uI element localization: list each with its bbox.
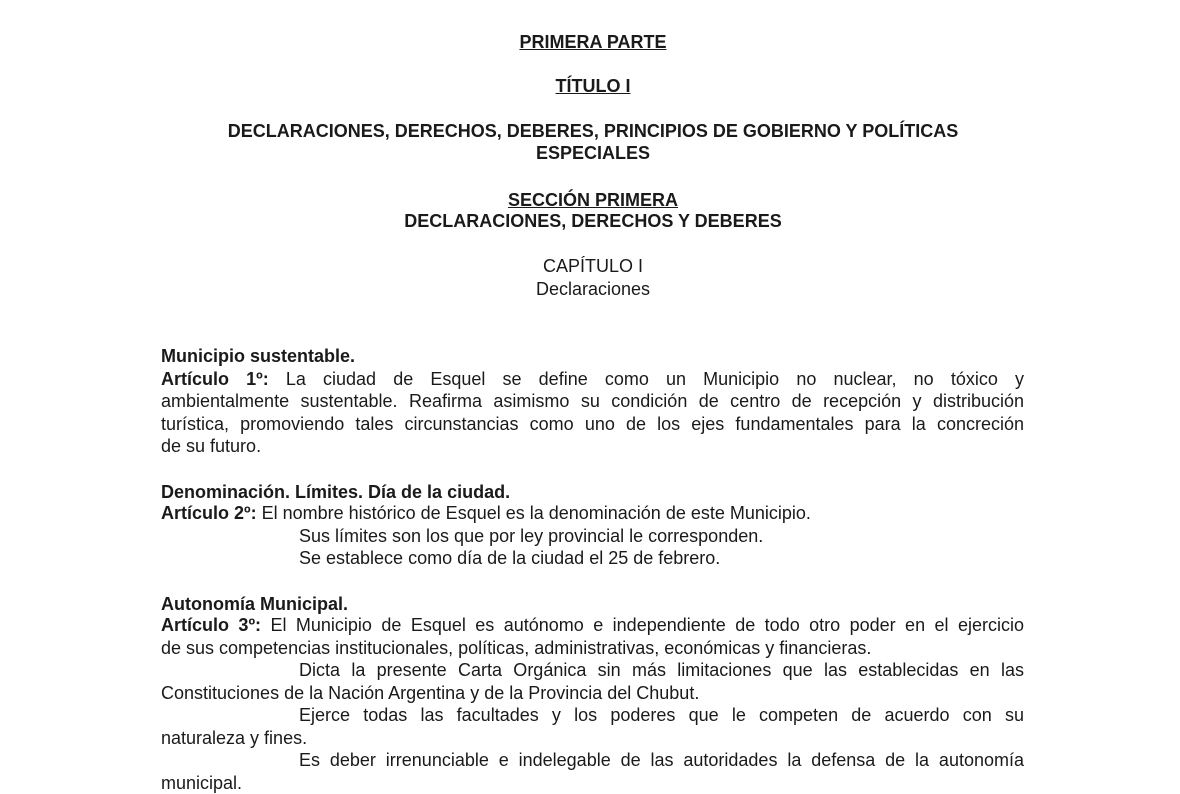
article-3-line-1: Artículo 3º: El Municipio de Esquel es autónomo e independiente de todo otro poder en el ejercicio — [161, 615, 1024, 635]
article-3-line-6: naturaleza y fines. — [161, 728, 308, 748]
article-3-label: Artículo 3º: — [161, 615, 262, 635]
article-3-line-8: municipal. — [161, 773, 243, 793]
article-3-line-7: Es deber irrenunciable e indelegable de las autoridades la defensa de la autonomía — [299, 750, 1024, 770]
article-2-label: Artículo 2º: — [161, 503, 257, 523]
seccion-heading: SECCIÓN PRIMERA — [507, 190, 678, 210]
article-3-line-2: de sus competencias institucionales, políticas, administrativas, económicas y financieras. — [161, 638, 872, 658]
article-3-line-5: Ejerce todas las facultades y los poderes que le competen de acuerdo con su — [299, 705, 1024, 725]
main-heading-line2: ESPECIALES — [535, 143, 651, 163]
article-3-heading: Autonomía Municipal. — [161, 594, 348, 614]
article-1-line-4: de su futuro. — [161, 436, 262, 456]
article-1-heading: Municipio sustentable. — [161, 346, 356, 366]
article-3-line-4: Constituciones de la Nación Argentina y de la Provincia del Chubut. — [161, 683, 700, 703]
article-1-line-3: turística, promoviendo tales circunstancias como uno de los ejes fundamentales para la concreción — [161, 414, 1024, 434]
article-2-heading: Denominación. Límites. Día de la ciudad. — [161, 482, 511, 502]
capitulo-heading: CAPÍTULO I — [542, 256, 644, 276]
article-2-line-1: Artículo 2º: El nombre histórico de Esquel es la denominación de este Municipio. — [161, 503, 811, 523]
parte-heading: PRIMERA PARTE — [519, 32, 667, 52]
titulo-heading: TÍTULO I — [555, 76, 631, 96]
article-1-label: Artículo 1º: — [161, 369, 269, 389]
capitulo-subheading: Declaraciones — [535, 279, 651, 299]
article-2-line-2: Sus límites son los que por ley provincial le corresponden. — [299, 526, 764, 546]
article-3-line-3: Dicta la presente Carta Orgánica sin más limitaciones que las establecidas en las — [299, 660, 1024, 680]
seccion-subheading: DECLARACIONES, DERECHOS Y DEBERES — [404, 211, 782, 231]
article-2-line-3: Se establece como día de la ciudad el 25 de febrero. — [299, 548, 721, 568]
article-1-line-1: Artículo 1º: La ciudad de Esquel se define como un Municipio no nuclear, no tóxico y — [161, 369, 1024, 389]
article-1-line-2: ambientalmente sustentable. Reafirma asimismo su condición de centro de recepción y distribución — [161, 391, 1024, 411]
main-heading-line1: DECLARACIONES, DERECHOS, DEBERES, PRINCIPIOS DE GOBIERNO Y POLÍTICAS — [227, 121, 959, 141]
